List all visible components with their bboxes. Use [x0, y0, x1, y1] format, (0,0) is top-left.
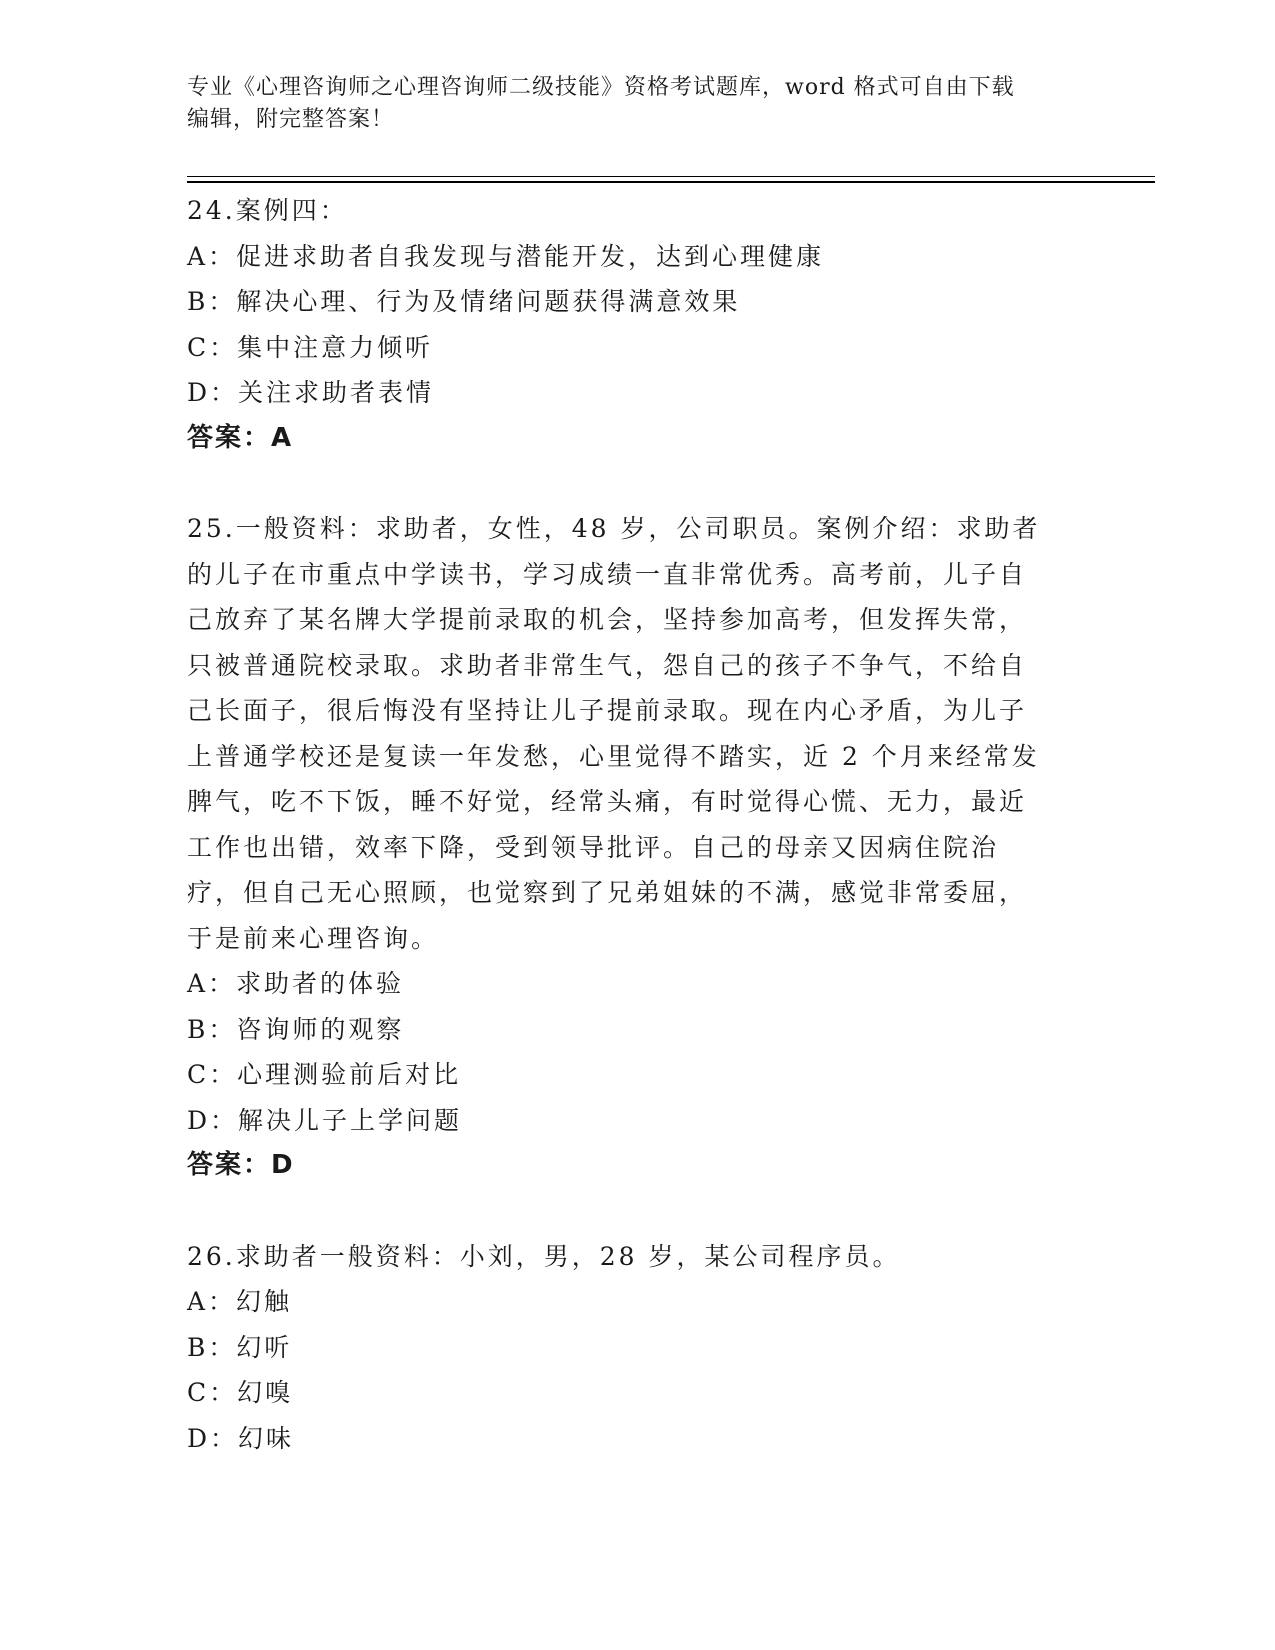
question-stem: 24.案例四： — [187, 196, 348, 225]
question-24 — [187, 188, 1087, 461]
option-a: A：求助者的体验 — [187, 969, 405, 998]
option-d: D：解决儿子上学问题 — [187, 1105, 463, 1135]
option-c: C：集中注意力倾听 — [187, 332, 434, 362]
question-list — [187, 188, 1087, 1461]
option-a: A：促进求助者自我发现与潜能开发，达到心理健康 — [187, 241, 825, 271]
option-c: C：幻嗅 — [187, 1378, 294, 1407]
header-divider-thin — [187, 176, 1155, 177]
option-a: A：幻触 — [187, 1287, 293, 1316]
option-b: B：解决心理、行为及情绪问题获得满意效果 — [187, 287, 741, 316]
option-d: D：关注求助者表情 — [187, 378, 435, 407]
option-b: B：咨询师的观察 — [187, 1014, 405, 1044]
header-divider-thick — [187, 181, 1155, 183]
question-stem: 25.一般资料：求助者，女性，48 岁，公司职员。案例介绍：求助者的儿子在市重点中学读书，学习成绩一直非常优秀。高考前，儿子自己放弃了某名牌大学提前录取的机会，坚持参加高考，但发挥失常，只被普通院校录取。求助者非常生气，怨自己的孩子不争气，不给自己长面子，很后悔没有坚持让儿子提前录取。现在内心矛盾，为儿子上普通学校还是复读一年发愁，心里觉得不踏实，近 2 个月来经常发脾气，吃不下饭，睡不好觉，经常头痛，有时觉得心慌、无力，最近工作也出错，效率下降，受到领导批评。自己的母亲又因病住院治疗，但自己无心照顾，也觉察到了兄弟姐妹的不满，感觉非常委屈，于是前来心理咨询。 — [187, 514, 1041, 953]
question-25 — [187, 506, 1087, 1189]
question-stem: 26.求助者一般资料：小刘，男，28 岁，某公司程序员。 — [187, 1241, 901, 1271]
header-line-2: 编辑，附完整答案！ — [187, 107, 395, 132]
document-header — [187, 72, 1067, 136]
question-26 — [187, 1234, 1087, 1462]
answer-label: 答案：D — [187, 1150, 295, 1180]
option-c: C：心理测验前后对比 — [187, 1060, 462, 1089]
option-b: B：幻听 — [187, 1332, 293, 1362]
header-line-1: 专业《心理咨询师之心理咨询师二级技能》资格考试题库，word 格式可自由下载 — [187, 75, 1015, 100]
option-d: D：幻味 — [187, 1423, 295, 1453]
answer-label: 答案：A — [187, 422, 294, 453]
